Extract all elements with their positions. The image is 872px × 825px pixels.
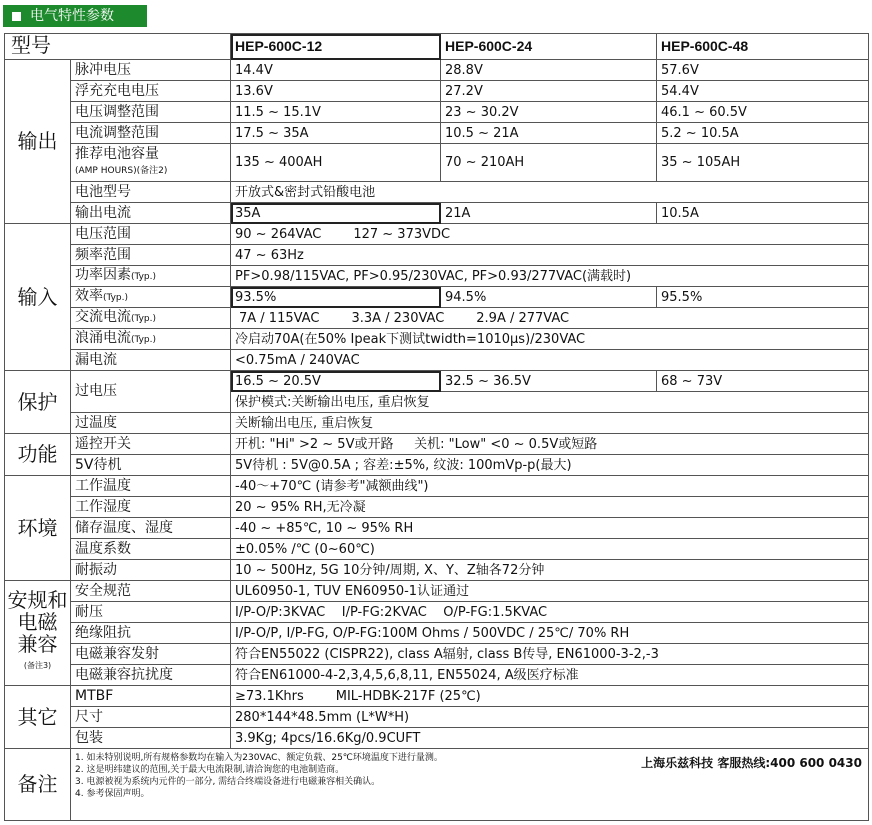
cell <box>231 224 869 245</box>
cell: 23 ~ 30.2V <box>441 102 657 123</box>
cell: ±0.05% /℃ (0~60℃) <box>231 539 869 560</box>
row-label: 尺寸 <box>71 707 231 728</box>
cell: I/P-O/P:3KVAC I/P-FG:2KVAC O/P-FG:1.5KVAC <box>231 602 869 623</box>
row-label: 过电压 <box>71 371 231 413</box>
row-label: 5V待机 <box>71 455 231 476</box>
cell: 16.5 ~ 20.5V <box>231 371 441 392</box>
section-banner <box>3 5 147 27</box>
row-label: 脉冲电压 <box>71 60 231 81</box>
table-row <box>5 518 869 539</box>
cell: 保护模式:关断输出电压, 重启恢复 <box>231 392 869 413</box>
typ-note: (Typ.) <box>131 334 157 345</box>
table-row <box>5 308 869 329</box>
group-note: (备注3) <box>23 661 52 670</box>
table-row <box>5 434 869 455</box>
table-row <box>5 455 869 476</box>
row-label: 电磁兼容抗扰度 <box>71 665 231 686</box>
cell: 28.8V <box>441 60 657 81</box>
cell: 开放式&密封式铅酸电池 <box>231 182 869 203</box>
row-label: 漏电流 <box>71 350 231 371</box>
cell-value: 127 ~ 373VDC <box>353 226 451 242</box>
cell: 21A <box>441 203 657 224</box>
cell: 符合EN55022 (CISPR22), class A辐射, class B传导, EN61000-3-2,-3 <box>231 644 869 665</box>
cell-value: 90 ~ 264VAC <box>235 226 322 242</box>
cell: 70 ~ 210AH <box>441 144 657 182</box>
cell: 46.1 ~ 60.5V <box>657 102 869 123</box>
table-row <box>5 623 869 644</box>
table-row <box>5 329 869 350</box>
cell: 冷启动70A(在50% Ipeak下测试twidth=1010µs)/230VAC <box>231 329 869 350</box>
group-other: 其它 <box>5 686 71 749</box>
model-12: HEP-600C-12 <box>231 34 441 60</box>
row-label-text: 交流电流 <box>75 308 131 325</box>
group-input: 输入 <box>5 224 71 371</box>
row-label: 频率范围 <box>71 245 231 266</box>
row-label: 电池型号 <box>71 182 231 203</box>
cell: 开机: "Hi" >2 ~ 5V或开路 关机: "Low" <0 ~ 0.5V或短路 <box>231 434 869 455</box>
cell: 35 ~ 105AH <box>657 144 869 182</box>
group-environment: 环境 <box>5 476 71 581</box>
row-label: 电磁兼容发射 <box>71 644 231 665</box>
square-bullet-icon <box>12 12 21 21</box>
table-row <box>5 476 869 497</box>
row-label <box>71 329 231 350</box>
row-label: 温度系数 <box>71 539 231 560</box>
group-line: 安规和 <box>7 588 68 612</box>
table-row <box>5 350 869 371</box>
row-label: 电流调整范围 <box>71 123 231 144</box>
cell: -40 ~ +85℃, 10 ~ 95% RH <box>231 518 869 539</box>
cell-value: MIL-HDBK-217F (25℃) <box>335 688 481 704</box>
table-row <box>5 560 869 581</box>
cell: 10.5A <box>657 203 869 224</box>
group-line: 兼容 <box>17 632 58 656</box>
cell: 符合EN61000-4-2,3,4,5,6,8,11, EN55024, A级医疗标准 <box>231 665 869 686</box>
cell: 13.6V <box>231 81 441 102</box>
cell: 68 ~ 73V <box>657 371 869 392</box>
table-row <box>5 60 869 81</box>
row-label: 绝缘阻抗 <box>71 623 231 644</box>
note-line: 1. 如未特别说明,所有规格参数均在输入为230VAC、额定负载、25℃环境温度下进行量测。 <box>75 753 443 763</box>
model-48: HEP-600C-48 <box>657 34 869 60</box>
typ-note: (Typ.) <box>103 292 129 303</box>
cell-value: ≥73.1Khrs <box>235 688 304 704</box>
cell: I/P-O/P, I/P-FG, O/P-FG:100M Ohms / 500VDC / 25℃/ 70% RH <box>231 623 869 644</box>
table-row <box>5 371 869 392</box>
cell: 5.2 ~ 10.5A <box>657 123 869 144</box>
group-output: 输出 <box>5 60 71 224</box>
cell-value: 3.3A / 230VAC <box>351 310 445 326</box>
cell: PF>0.98/115VAC, PF>0.95/230VAC, PF>0.93/277VAC(满载时) <box>231 266 869 287</box>
cell <box>231 686 869 707</box>
row-label: 工作湿度 <box>71 497 231 518</box>
table-row <box>5 287 869 308</box>
row-label-note: (AMP HOURS)(备注2) <box>75 165 168 176</box>
cell: 47 ~ 63Hz <box>231 245 869 266</box>
cell: 11.5 ~ 15.1V <box>231 102 441 123</box>
cell: <0.75mA / 240VAC <box>231 350 869 371</box>
note-line: 2. 这是明纬建议的范围,关于最大电流限制,请洽询您的电池制造商。 <box>75 765 345 775</box>
row-label: 工作温度 <box>71 476 231 497</box>
cell: 280*144*48.5mm (L*W*H) <box>231 707 869 728</box>
table-row <box>5 539 869 560</box>
group-protect: 保护 <box>5 371 71 434</box>
table-row <box>5 245 869 266</box>
model-label: 型号 <box>5 34 231 60</box>
row-label: 安全规范 <box>71 581 231 602</box>
cell-value: 2.9A / 277VAC <box>476 310 570 326</box>
table-row <box>5 182 869 203</box>
cell: 135 ~ 400AH <box>231 144 441 182</box>
row-label-text: 功率因素 <box>75 266 131 283</box>
cell: 5V待机 : 5V@0.5A ; 容差:±5%, 纹波: 100mVp-p(最大) <box>231 455 869 476</box>
table-header-row <box>5 34 869 60</box>
cell: 20 ~ 95% RH,无冷凝 <box>231 497 869 518</box>
table-row <box>5 203 869 224</box>
row-label <box>71 308 231 329</box>
group-notes: 备注 <box>5 749 71 821</box>
typ-note: (Typ.) <box>131 271 157 282</box>
table-row <box>5 686 869 707</box>
row-label <box>71 266 231 287</box>
section-title: 电气特性参数 <box>30 8 114 24</box>
row-label-text: 效率 <box>75 287 103 304</box>
table-row <box>5 728 869 749</box>
row-label <box>71 287 231 308</box>
group-function: 功能 <box>5 434 71 476</box>
model-24: HEP-600C-24 <box>441 34 657 60</box>
row-label: 耐振动 <box>71 560 231 581</box>
note-line: 4. 参考保固声明。 <box>75 789 150 799</box>
table-row <box>5 707 869 728</box>
row-label: MTBF <box>71 686 231 707</box>
typ-note: (Typ.) <box>131 313 157 324</box>
table-row <box>5 413 869 434</box>
row-label: 储存温度、湿度 <box>71 518 231 539</box>
table-row <box>5 102 869 123</box>
cell: UL60950-1, TUV EN60950-1认证通过 <box>231 581 869 602</box>
table-row <box>5 123 869 144</box>
row-label-text: 浪涌电流 <box>75 329 131 346</box>
row-label: 遥控开关 <box>71 434 231 455</box>
spec-table <box>4 33 869 821</box>
cell: 10.5 ~ 21A <box>441 123 657 144</box>
cell <box>231 308 869 329</box>
table-row <box>5 81 869 102</box>
table-row <box>5 665 869 686</box>
row-label-text: 推荐电池容量 <box>75 145 159 162</box>
cell: 27.2V <box>441 81 657 102</box>
cell: -40～+70℃ (请参考"减额曲线") <box>231 476 869 497</box>
cell: 35A <box>231 203 441 224</box>
cell: 17.5 ~ 35A <box>231 123 441 144</box>
cell-value: 7A / 115VAC <box>239 310 320 326</box>
cell: 95.5% <box>657 287 869 308</box>
cell: 54.4V <box>657 81 869 102</box>
row-label: 输出电流 <box>71 203 231 224</box>
cell: 32.5 ~ 36.5V <box>441 371 657 392</box>
row-label: 电压范围 <box>71 224 231 245</box>
table-row <box>5 266 869 287</box>
cell: 94.5% <box>441 287 657 308</box>
row-label: 耐压 <box>71 602 231 623</box>
cell: 14.4V <box>231 60 441 81</box>
table-row <box>5 644 869 665</box>
table-row <box>5 144 869 182</box>
table-row <box>5 224 869 245</box>
row-label: 包装 <box>71 728 231 749</box>
cell: 关断输出电压, 重启恢复 <box>231 413 869 434</box>
cell: 3.9Kg; 4pcs/16.6Kg/0.9CUFT <box>231 728 869 749</box>
cell: 93.5% <box>231 287 441 308</box>
cell: 10 ~ 500Hz, 5G 10分钟/周期, X、Y、Z轴各72分钟 <box>231 560 869 581</box>
row-label: 过温度 <box>71 413 231 434</box>
table-row <box>5 581 869 602</box>
row-label: 浮充充电电压 <box>71 81 231 102</box>
table-row <box>5 602 869 623</box>
notes-cell <box>71 749 869 821</box>
contact-hotline: 上海乐兹科技 客服热线:400 600 0430 <box>641 756 862 770</box>
group-line: 电磁 <box>17 610 58 634</box>
table-row <box>5 749 869 821</box>
note-line: 3. 电源被视为系统内元件的一部分, 需结合终端设备进行电磁兼容相关确认。 <box>75 777 381 787</box>
row-label <box>71 144 231 182</box>
cell: 57.6V <box>657 60 869 81</box>
group-safety-emc <box>5 581 71 686</box>
row-label: 电压调整范围 <box>71 102 231 123</box>
table-row <box>5 497 869 518</box>
